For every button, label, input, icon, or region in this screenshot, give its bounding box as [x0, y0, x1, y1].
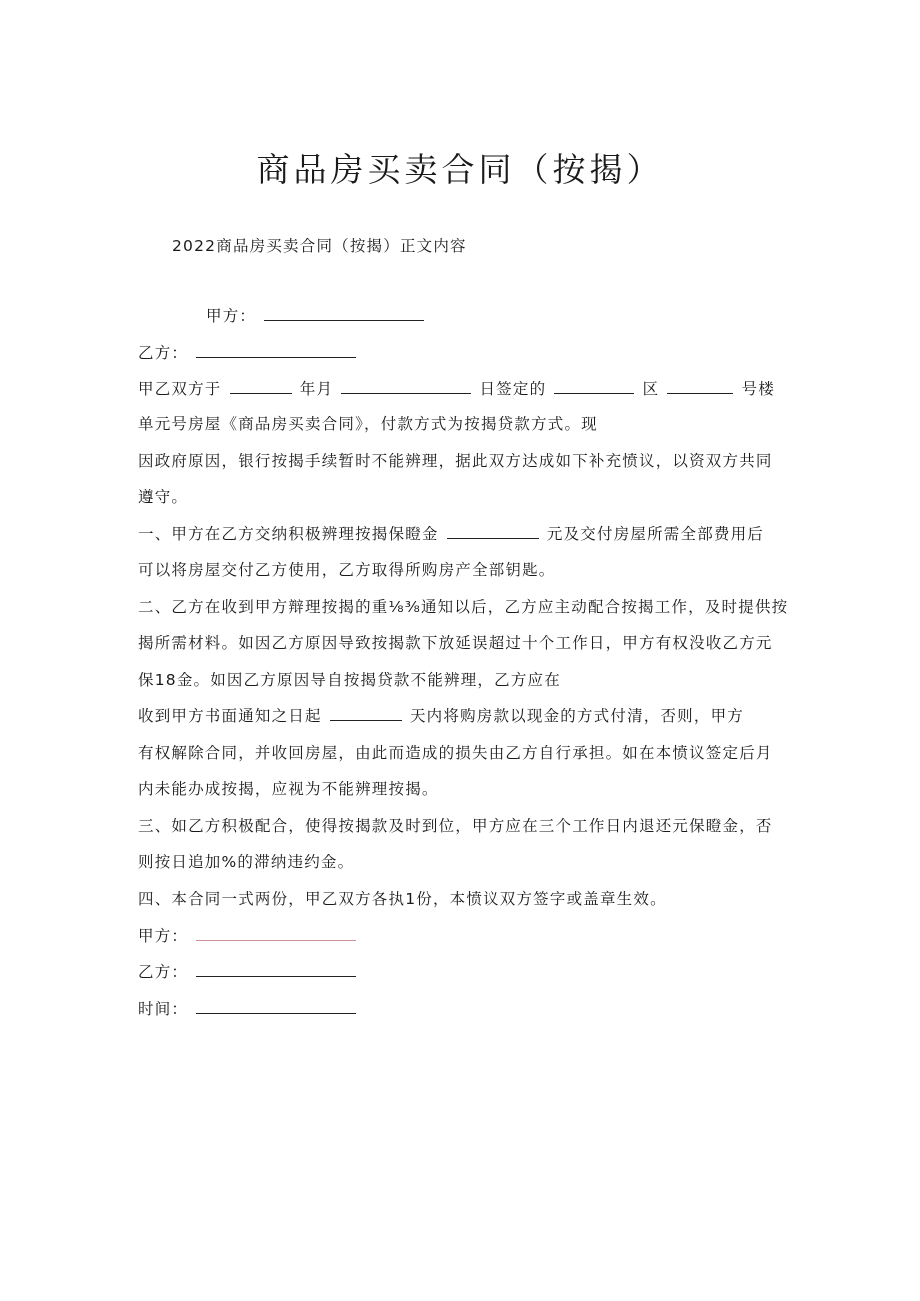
intro-line-2: 单元号房屋《商品房买卖合同》，付款方式为按揭贷款方式。现 — [138, 415, 598, 433]
clause-2-line-6: 内未能办成按揭，应视为不能辨理按揭。 — [138, 780, 439, 798]
clause-1-line-2: 可以将房屋交付乙方使用，乙方取得所购房产全部钥匙。 — [138, 561, 556, 579]
party-a-header-line — [206, 304, 426, 328]
signature-party-b-blank — [196, 960, 356, 977]
signature-time-blank — [196, 997, 356, 1014]
party-b-label: 乙方： — [138, 344, 189, 362]
days-blank — [330, 704, 402, 721]
deposit-amount-blank — [447, 522, 539, 539]
clause-2-text-4a: 收到甲方书面通知之日起 — [138, 707, 322, 725]
signature-party-a-blank — [196, 924, 356, 941]
intro-line-3: 因政府原因，银行按揭手续暂时不能辨理，据此双方达成如下补充愤议，以资双方共同 — [138, 452, 773, 470]
party-b-blank — [196, 341, 356, 358]
intro-text-3: 日签定的 — [479, 380, 547, 398]
clause-3-line-1: 三、如乙方积极配合，使得按揭款及时到位，甲方应在三个工作日内退还元保瞪金，否 — [138, 817, 773, 835]
clause-1-line-1 — [138, 522, 764, 546]
intro-text-2: 年月 — [299, 380, 334, 398]
intro-text-1: 甲乙双方于 — [138, 380, 222, 398]
clause-2-line-5: 有权解除合同，并收回房屋，由此而造成的损失由乙方自行承担。如在本愤议签定后月 — [138, 744, 773, 762]
clause-1-text-b: 元及交付房屋所需全部费用后 — [546, 525, 764, 543]
document-subtitle: 2022商品房买卖合同（按揭）正文内容 — [172, 237, 467, 255]
clause-2-text-4b: 天内将购房款以现金的方式付清，否则，甲方 — [409, 707, 744, 725]
intro-text-4: 区 — [642, 380, 660, 398]
document-title: 商品房买卖合同（按揭） — [256, 150, 664, 189]
date-blank — [341, 377, 471, 394]
building-blank — [667, 377, 733, 394]
signature-time-label: 时间： — [138, 1000, 189, 1018]
clause-1-text-a: 一、甲方在乙方交纳积极辨理按揭保瞪金 — [138, 525, 439, 543]
year-blank — [230, 377, 292, 394]
intro-line-4: 遵守。 — [138, 488, 189, 506]
intro-text-5: 号楼 — [741, 380, 775, 398]
clause-2-line-1: 二、乙方在收到甲方辩理按揭的重⅛⅜通知以后，乙方应主动配合按揭工作，及时提供按 — [138, 598, 789, 616]
signature-party-a-label: 甲方： — [138, 927, 189, 945]
party-a-blank — [264, 304, 424, 321]
signature-time — [138, 997, 358, 1021]
clause-4-line-1: 四、本合同一式两份，甲乙双方各执1份，本愤议双方签字或盖章生效。 — [138, 890, 667, 908]
party-b-header-line — [138, 341, 358, 365]
party-a-label: 甲方： — [206, 307, 257, 325]
clause-2-line-3: 保18金。如因乙方原因导自按揭贷款不能辨理，乙方应在 — [138, 671, 561, 689]
district-blank — [554, 377, 634, 394]
clause-2-line-4 — [138, 704, 744, 728]
intro-line-1 — [138, 377, 775, 401]
signature-party-b-label: 乙方： — [138, 963, 189, 981]
signature-party-a — [138, 924, 358, 948]
signature-party-b — [138, 960, 358, 984]
clause-2-line-2: 揭所需材料。如因乙方原因导致按揭款下放延误超过十个工作日，甲方有权没收乙方元 — [138, 634, 773, 652]
clause-3-line-2: 则按日追加%的滞纳违约金。 — [138, 853, 355, 871]
